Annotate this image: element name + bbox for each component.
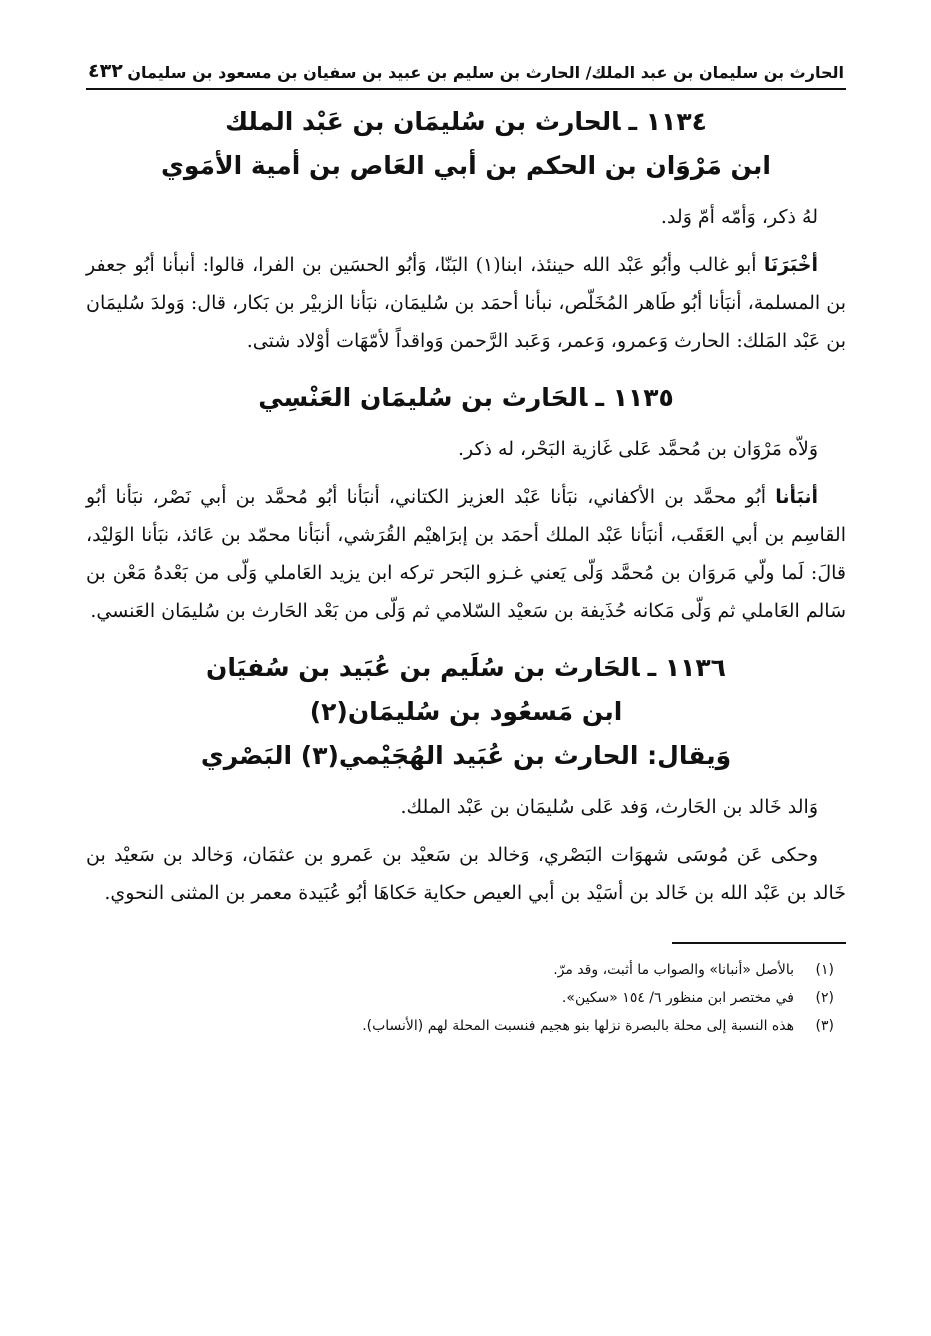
entry-heading bbox=[86, 376, 846, 420]
paragraph-text: وَلاّه مَرْوَان بن مُحمَّد عَلى غَازية البَحْر، له ذكر. bbox=[457, 438, 818, 460]
entry-heading bbox=[86, 100, 846, 144]
paragraph bbox=[86, 788, 846, 826]
paragraph bbox=[86, 246, 846, 360]
entry-title-line: وَيقال: الحارث بن عُبَيد الهُجَيْمي(٣) البَصْري bbox=[200, 741, 732, 770]
footnote-number: (١) bbox=[815, 962, 834, 978]
entry-1134 bbox=[86, 100, 846, 360]
entry-title-line: الحَارث بن سُليمَان العَنْسِي bbox=[258, 383, 588, 412]
entry-number: ١١٣٥ ـ bbox=[595, 383, 674, 412]
paragraph-text: أبو غالب وأبُو عَبْد الله حينئذ، ابنا(١) البَنّا، وَأبُو الحسَين بن الفرا، قالوا: أنبأنا أبُو جعفر بن المسلمة، أنبَأنا أبُو طَاهر المُخَلّص، نبأنا أحمَد بن سُليمَان، نبَأنا الزبيْر بن بَكار، قال: وَولدَ سُليمَان بن عَبْد المَلك: الحارث وَعمرو، وَعمر، وَعَبد الرَّحمن وَواقداً لأمّهَات أوْلاد شتى. bbox=[86, 254, 846, 352]
footnote-text: في مختصر ابن منظور ٦/ ١٥٤ «سكين». bbox=[561, 990, 794, 1006]
footnotes bbox=[86, 956, 846, 1040]
footnote bbox=[86, 1012, 846, 1040]
isnad-lead: أخْبَرَنَا bbox=[763, 254, 818, 276]
entry-title-line: ابن مَسعُود بن سُليمَان(٢) bbox=[309, 697, 623, 726]
entry-number: ١١٣٤ ـ bbox=[628, 107, 707, 136]
footnote-number: (٢) bbox=[815, 990, 834, 1006]
running-title: الحارث بن سليمان بن عبد الملك/ الحارث بن سليم بن عبيد بن سفيان بن مسعود بن سليمان bbox=[127, 63, 844, 82]
paragraph bbox=[86, 478, 846, 630]
footnote bbox=[86, 956, 846, 984]
entry-title-line: الحارث بن سُليمَان بن عَبْد الملك bbox=[225, 107, 621, 136]
entry-1136 bbox=[86, 646, 846, 912]
paragraph-text: أبُو محمَّد بن الأكفاني، نبَأنا عَبْد العزيز الكتاني، أنبَأنا أبُو مُحمَّد بن أبي نَصْر، نبَأنا أبُو القاسِم بن أبي العَقَب، أنبَأنا عَبْد الملك أحمَد بن إبرَاهيْم القُرَشي، أنبَأنا محمّد بن عَائذ، نبَأنا الوَليْد، قالَ: لَما ولّي مَروَان بن مُحمَّد وَلّى يَعني غـزو البَحر تركه ابن يزيد العَاملي وَلّى من بَعْدهُ مَعْن بن سَالم العَاملي ثم وَلّى مَكانه حُذَيفة بن سَعيْد السّلامي ثم وَلّى من بَعْد الحَارث بن سُليمَان العَنسي. bbox=[86, 486, 846, 622]
entry-heading bbox=[86, 646, 846, 690]
paragraph-text: وحكى عَن مُوسَى شهوَات البَصْري، وَخالد بن سَعيْد بن عَمرو بن عثمَان، وَخالد بن سَعيْد بن خَالد بن عَبْد الله بن خَالد بن أسَيْد بن أبي العيص حكاية حَكاهَا أبُو عُبَيدة معمر بن المثنى النحوي. bbox=[86, 844, 846, 904]
footnote-text: هذه النسبة إلى محلة بالبصرة نزلها بنو هجيم فنسبت المحلة لهم (الأنساب). bbox=[362, 1018, 794, 1034]
entry-title-line: ابن مَرْوَان بن الحكم بن أبي العَاص بن أمية الأمَوي bbox=[160, 151, 772, 180]
footnote-number: (٣) bbox=[815, 1018, 834, 1034]
isnad-lead: أنبَأنا bbox=[775, 486, 818, 508]
paragraph bbox=[86, 198, 846, 236]
paragraph-text: لهُ ذكر، وَأمّه أمّ وَلد. bbox=[660, 206, 818, 228]
book-page bbox=[86, 60, 846, 1040]
running-header bbox=[86, 60, 846, 90]
footnote-divider bbox=[672, 942, 846, 944]
paragraph bbox=[86, 430, 846, 468]
footnote-text: بالأصل «أنبانا» والصواب ما أثبت، وقد مرّ. bbox=[553, 962, 794, 978]
entry-title-line: الحَارث بن سُلَيم بن عُبَيد بن سُفيَان bbox=[206, 653, 640, 682]
page-number: ٤٣٢ bbox=[88, 60, 123, 82]
footnote bbox=[86, 984, 846, 1012]
entry-number: ١١٣٦ ـ bbox=[647, 653, 726, 682]
entry-1135 bbox=[86, 376, 846, 630]
paragraph bbox=[86, 836, 846, 912]
paragraph-text: وَالد خَالد بن الحَارث، وَفد عَلى سُليمَان بن عَبْد الملك. bbox=[400, 796, 818, 818]
